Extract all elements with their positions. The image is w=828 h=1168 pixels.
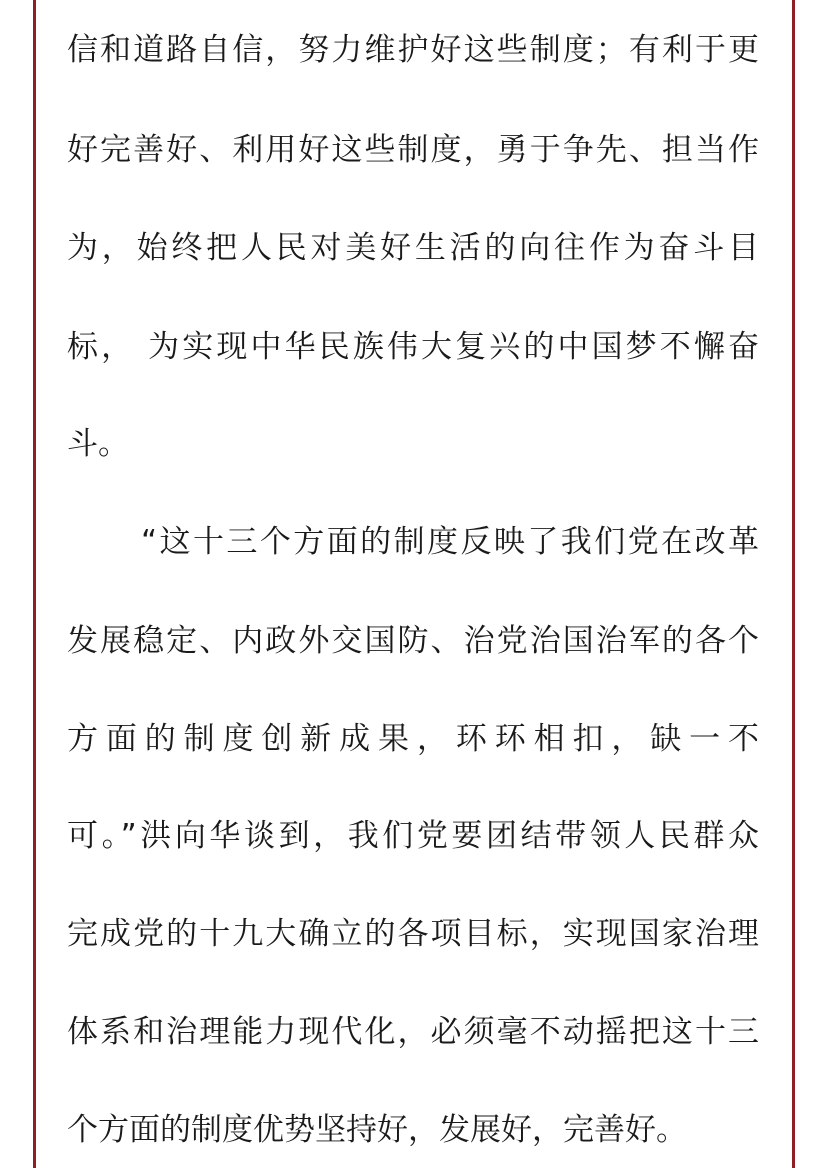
- text-line: 为，始终把人民对美好生活的向往作为奋斗目: [67, 230, 759, 266]
- text-line: 发展稳定、内政外交国防、治党治国治军的各个: [67, 623, 759, 659]
- text-line: 完成党的十九大确立的各项目标，实现国家治理: [67, 916, 759, 952]
- text-line: 体系和治理能力现代化，必须毫不动摇把这十三: [67, 1014, 759, 1050]
- text-line: 斗。: [67, 426, 129, 462]
- text-line: 好完善好、利用好这些制度，勇于争先、担当作: [67, 132, 759, 168]
- right-border-rule: [792, 0, 795, 1168]
- text-line: 标， 为实现中华民族伟大复兴的中国梦不懈奋: [67, 329, 759, 365]
- text-line: 可。”洪向华谈到，我们党要团结带领人民群众: [67, 818, 759, 854]
- text-line: “这十三个方面的制度反映了我们党在改革: [141, 524, 759, 560]
- text-line: 个方面的制度优势坚持好，发展好，完善好。: [67, 1112, 687, 1148]
- left-border-rule: [33, 0, 36, 1168]
- text-line: 信和道路自信，努力维护好这些制度；有利于更: [67, 32, 759, 68]
- text-line: 方面的制度创新成果，环环相扣，缺一不: [67, 721, 759, 757]
